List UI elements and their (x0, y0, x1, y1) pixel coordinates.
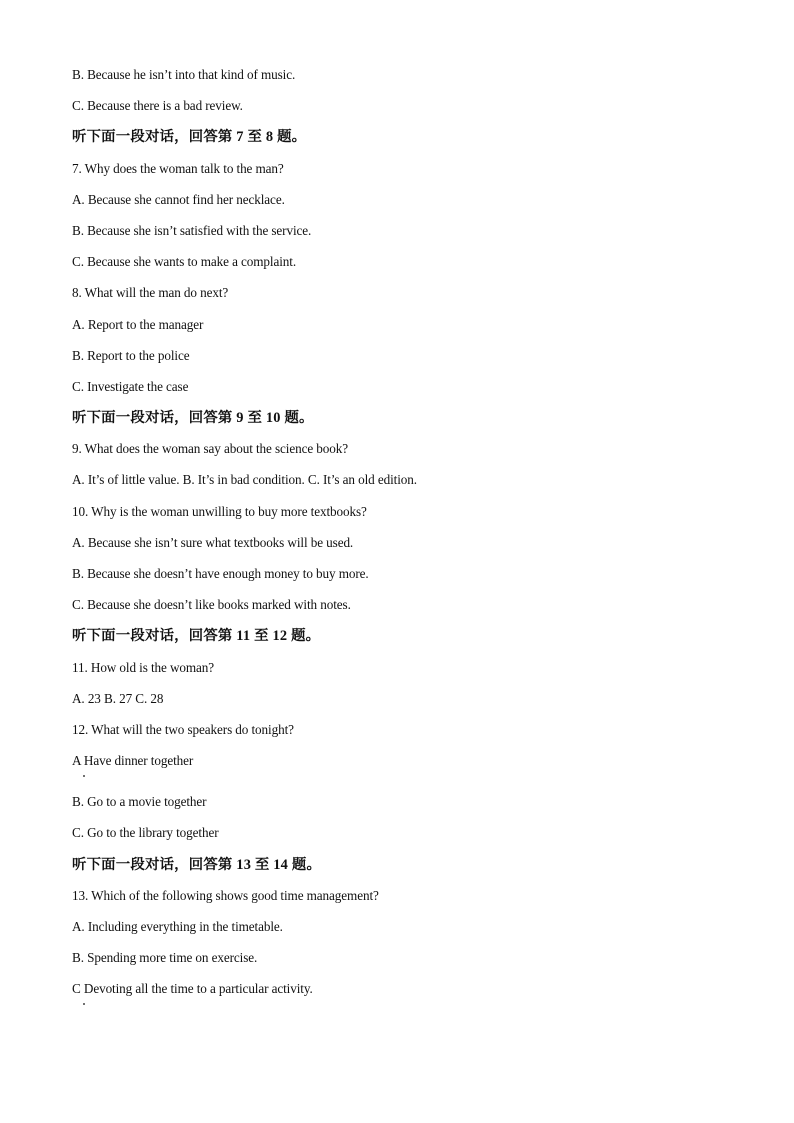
option-8a: A. Report to the manager (72, 316, 204, 332)
question-9: 9. What does the woman say about the science book? (72, 441, 349, 457)
option-10c: C. Because she doesn’t like books marked with notes. (72, 597, 351, 613)
option-13b: B. Spending more time on exercise. (72, 950, 258, 966)
section-heading-11-12: 听下面一段对话，回答第 11 至 12 题。 (72, 628, 321, 645)
option-12a: A Have dinner together (72, 752, 732, 770)
option-6c: C. Because there is a bad review. (72, 98, 243, 114)
option-6b: B. Because he isn’t into that kind of music. (72, 67, 296, 82)
question-8: 8. What will the man do next? (72, 285, 229, 301)
question-10: 10. Why is the woman unwilling to buy more textbooks? (72, 503, 367, 519)
section-heading-9-10: 听下面一段对话，回答第 9 至 10 题。 (72, 410, 314, 427)
option-8c: C. Investigate the case (72, 378, 189, 394)
question-13: 13. Which of the following shows good time management? (72, 887, 379, 903)
section-heading-13-14: 听下面一段对话，回答第 13 至 14 题。 (72, 856, 322, 873)
section-heading-7-8: 听下面一段对话，回答第 7 至 8 题。 (72, 129, 307, 146)
question-11: 11. How old is the woman? (72, 659, 215, 675)
option-10b: B. Because she doesn’t have enough money to buy more. (72, 566, 369, 581)
question-7: 7. Why does the woman talk to the man? (72, 160, 284, 176)
options-11: A. 23 B. 27 C. 28 (72, 690, 164, 706)
option-10a: A. Because she isn’t sure what textbooks will be used. (72, 534, 354, 550)
option-12c: C. Go to the library together (72, 825, 219, 841)
option-13a: A. Including everything in the timetable. (72, 918, 283, 934)
option-7b: B. Because she isn’t satisfied with the service. (72, 222, 312, 238)
option-13c: C Devoting all the time to a particular activity. (72, 980, 732, 998)
option-8b: B. Report to the police (72, 347, 190, 363)
options-9: A. It’s of little value. B. It’s in bad condition. C. It’s an old edition. (72, 472, 417, 488)
option-7a: A. Because she cannot find her necklace. (72, 191, 285, 207)
option-12b: B. Go to a movie together (72, 794, 207, 810)
option-7c: C. Because she wants to make a complaint. (72, 254, 297, 270)
exam-page (72, 66, 732, 1011)
question-12: 12. What will the two speakers do tonight? (72, 721, 294, 737)
